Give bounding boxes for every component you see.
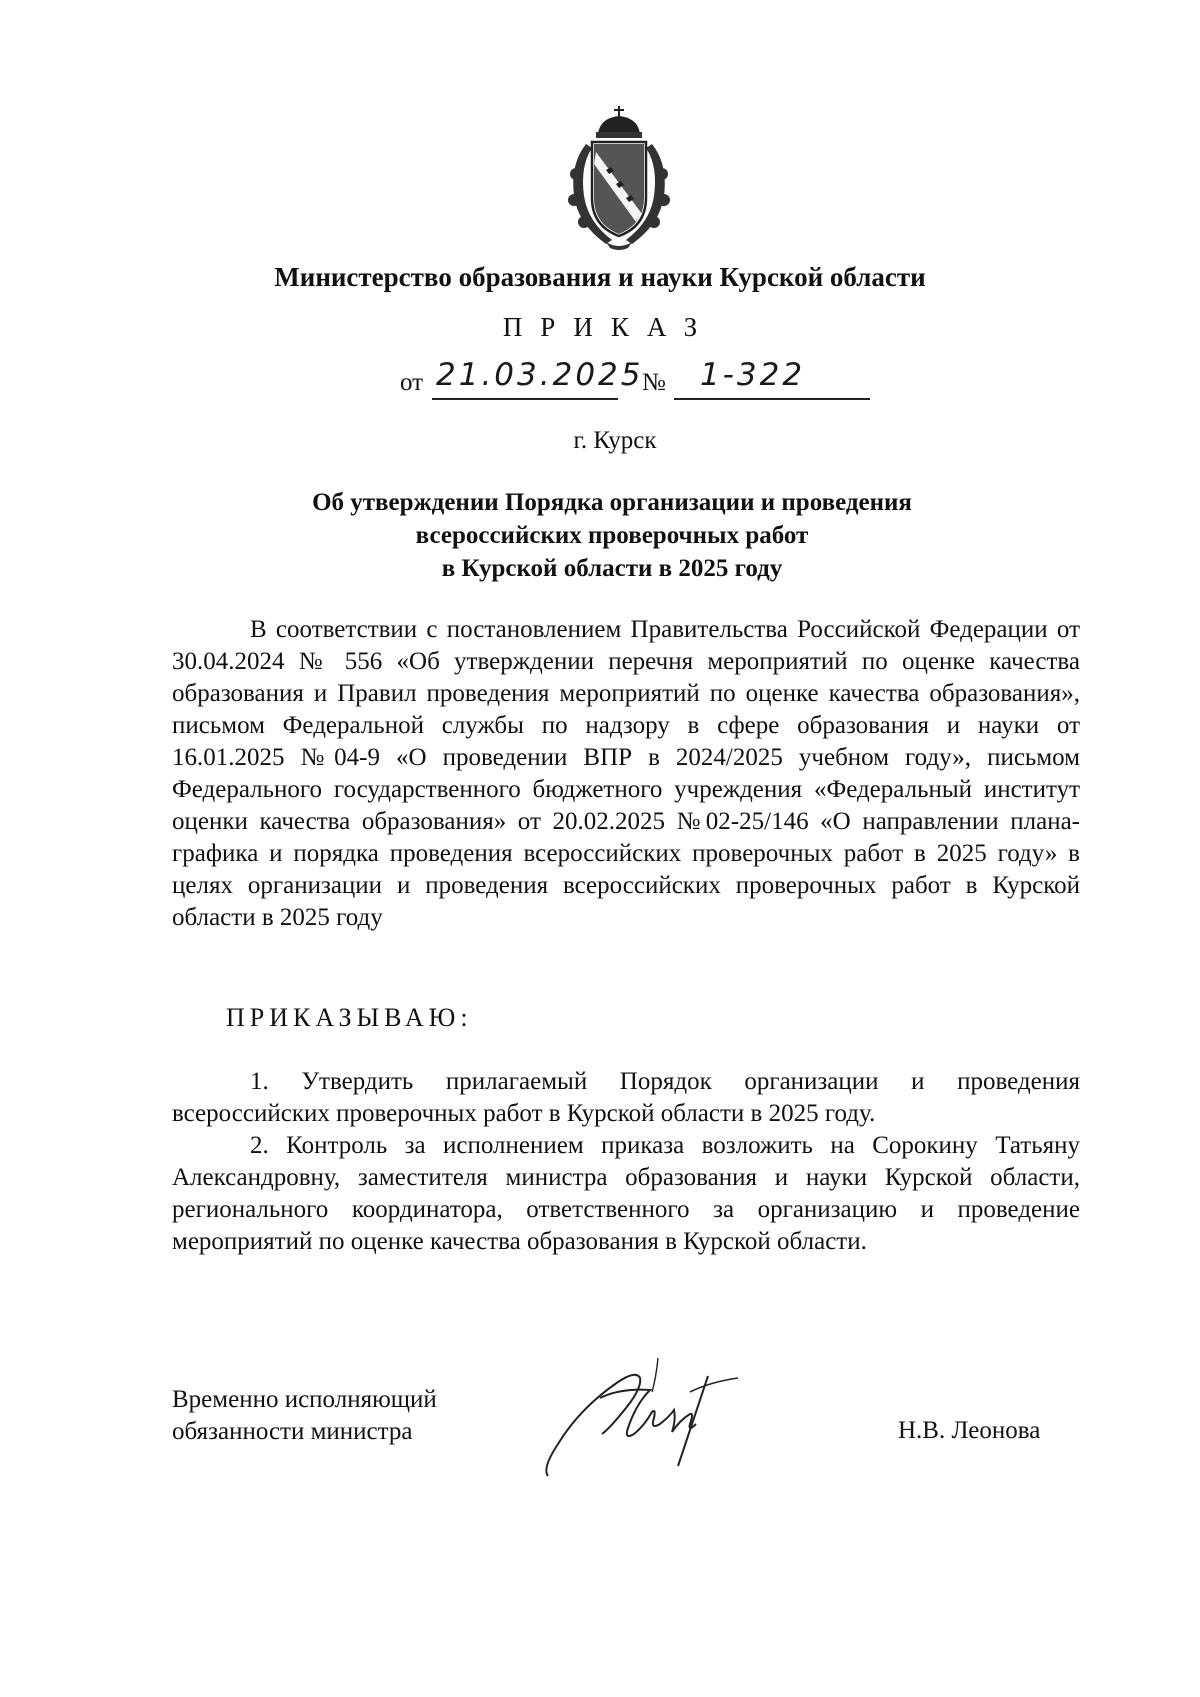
ministry-name: Министерство образования и науки Курской области — [274, 262, 926, 292]
date-prefix: от — [400, 369, 424, 396]
title-line: Об утверждении Порядка организации и проведения — [312, 489, 912, 516]
document-type: ПРИКАЗ — [502, 312, 716, 342]
city: г. Курск — [573, 427, 657, 454]
title-line: всероссийских проверочных работ — [415, 522, 809, 549]
signatory-name: Н.В. Леонова — [898, 1417, 1041, 1444]
handwritten-signature — [540, 1348, 780, 1483]
crown-icon — [596, 106, 642, 138]
shield-icon — [592, 142, 646, 236]
signatory-position — [172, 1384, 437, 1448]
preamble-paragraph: В соответствии с постановлением Правительства Российской Федерации от 30.04.2024 № 556 «Об утверждении перечня мероприятий по оценке качества образования и Правил проведения мероприятий по оценке качества образования», письмом Федеральной службы по надзору в сфере образования и науки от 16.01.2025 №04-9 «О проведении ВПР в 2024/2025 учебном году», письмом Федерального государственного бюджетного учреждения «Федеральный институт оценки качества образования» от 20.02.2025 №02-25/146 «О направлении плана-графика и порядка проведения всероссийских проверочных работ в 2025 году» в целях организации и проведения всероссийских проверочных работ в Курской области в 2025 году — [172, 616, 1080, 931]
position-line: Временно исполняющий — [172, 1386, 437, 1413]
order-number: 1-322 — [700, 357, 806, 393]
date-underline — [432, 398, 618, 400]
title-line: в Курской области в 2025 году — [441, 555, 783, 582]
order-date: 21.03.2025 — [436, 357, 644, 393]
order-item: 2. Контроль за исполнением приказа возложить на Сорокину Татьяну Александровну, заместителя министра образования и науки Курской области, регионального координатора, ответственного за организацию и проведение мероприятий по оценке качества образования в Курской области. — [172, 1132, 1080, 1255]
order-date-number-line — [400, 357, 870, 403]
order-items — [172, 1066, 1080, 1258]
document-title — [0, 486, 1200, 585]
coat-of-arms-emblem — [556, 104, 682, 252]
order-item: 1. Утвердить прилагаемый Порядок организации и проведения всероссийских проверочных работ в Курской области в 2025 году. — [172, 1068, 1080, 1127]
position-line: обязанности министра — [172, 1418, 413, 1445]
number-underline — [674, 398, 870, 400]
number-prefix: № — [642, 369, 666, 396]
order-word: ПРИКАЗЫВАЮ: — [226, 1003, 473, 1032]
